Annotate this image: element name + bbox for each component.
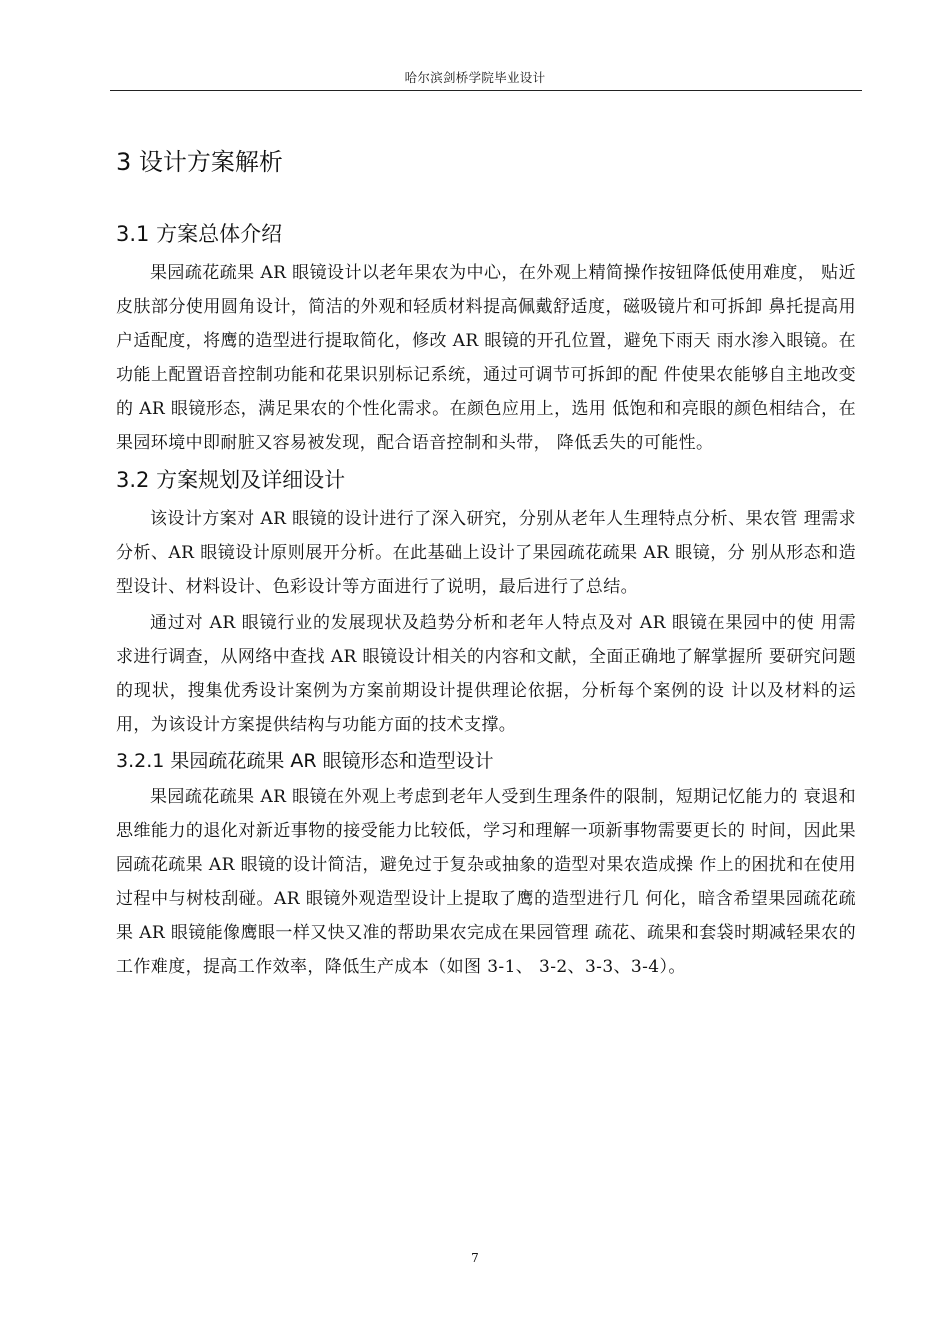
document-body — [116, 140, 856, 986]
header-divider — [110, 90, 862, 91]
paragraph: 通过对 AR 眼镜行业的发展现状及趋势分析和老年人特点及对 AR 眼镜在果园中的使 用需求进行调查，从网络中查找 AR 眼镜设计相关的内容和文献，全面正确地了解掌握所 要研究问题的现状，搜集优秀设计案例为方案前期设计提供理论依据，分析每个案例的设 计以及材料的运用，为该设计方案提供结构与功能方面的技术支撑。 — [116, 613, 856, 735]
section-title-3-2-1: 3.2.1 果园疏花疏果 AR 眼镜形态和造型设计 — [116, 750, 494, 772]
section-title-3-2: 3.2 方案规划及详细设计 — [116, 468, 346, 492]
paragraph: 果园疏花疏果 AR 眼镜在外观上考虑到老年人受到生理条件的限制，短期记忆能力的 衰退和思维能力的退化对新近事物的接受能力比较低，学习和理解一项新事物需要更长的 时间，因此果园疏花疏果 AR 眼镜的设计简洁，避免过于复杂或抽象的造型对果农造成操 作上的困扰和在使用过程中与树枝刮碰。AR 眼镜外观造型设计上提取了鹰的造型进行几 何化，暗含希望果园疏花疏果 AR 眼镜能像鹰眼一样又快又准的帮助果农完成在果园管理 疏花、疏果和套袋时期减轻果农的工作难度，提高工作效率，降低生产成本（如图 3-1、 3-2、3-3、3-4）。 — [116, 787, 856, 977]
paragraph: 该设计方案对 AR 眼镜的设计进行了深入研究，分别从老年人生理特点分析、果农管 理需求分析、AR 眼镜设计原则展开分析。在此基础上设计了果园疏花疏果 AR 眼镜，分 别从形态和造型设计、材料设计、色彩设计等方面进行了说明，最后进行了总结。 — [116, 509, 856, 597]
chapter-title: 3 设计方案解析 — [116, 148, 283, 176]
paragraph: 果园疏花疏果 AR 眼镜设计以老年果农为中心，在外观上精简操作按钮降低使用难度， 贴近皮肤部分使用圆角设计，简洁的外观和轻质材料提高佩戴舒适度，磁吸镜片和可拆卸 鼻托提高用户适配度，将鹰的造型进行提取简化，修改 AR 眼镜的开孔位置，避免下雨天 雨水渗入眼镜。在功能上配置语音控制功能和花果识别标记系统，通过可调节可拆卸的配 件使果农能够自主地改变的 AR 眼镜形态，满足果农的个性化需求。在颜色应用上，选用 低饱和和亮眼的颜色相结合，在果园环境中即耐脏又容易被发现，配合语音控制和头带， 降低丢失的可能性。 — [116, 263, 856, 453]
header-title: 哈尔滨剑桥学院毕业设计 — [404, 70, 546, 85]
page-number: 7 — [471, 1251, 479, 1265]
section-title-3-1: 3.1 方案总体介绍 — [116, 222, 283, 246]
